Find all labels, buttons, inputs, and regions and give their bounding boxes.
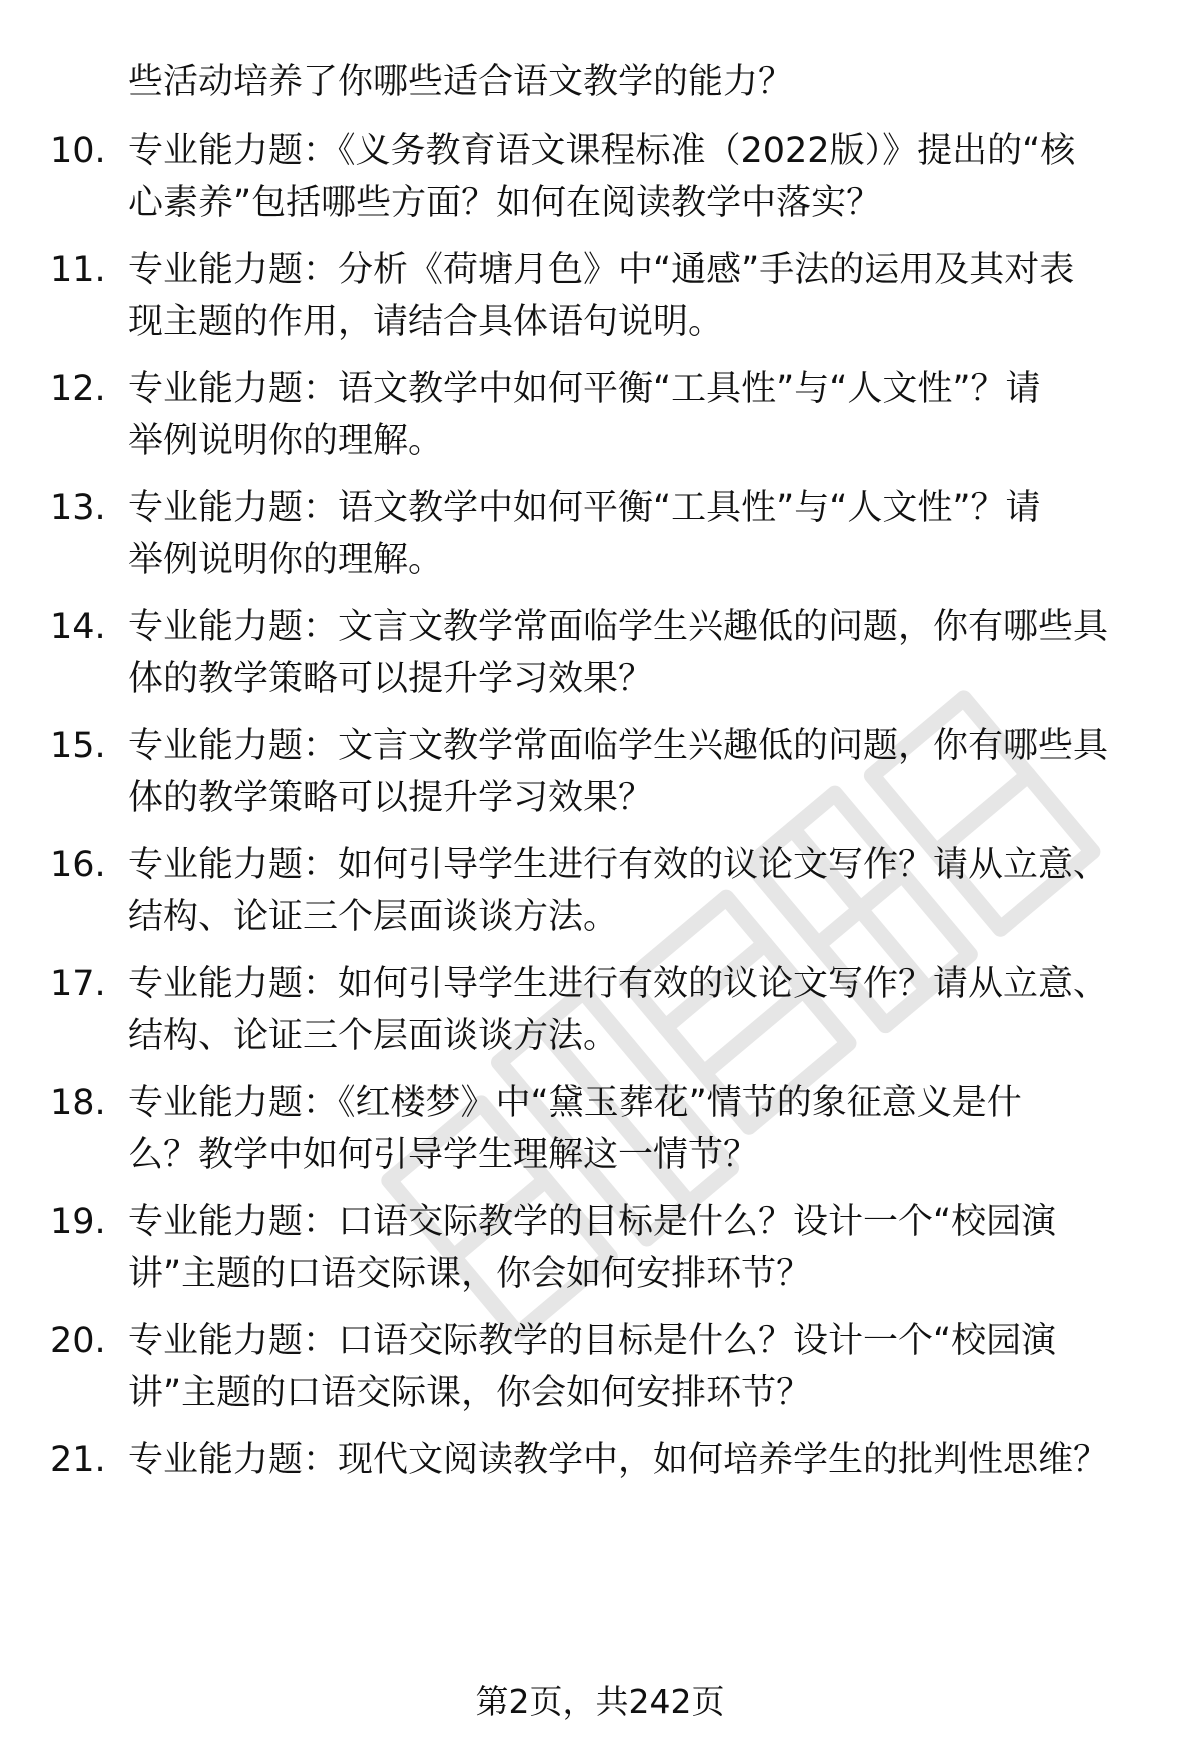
question-text-line: 心素养”包括哪些方面？如何在阅读教学中落实？ <box>128 183 882 223</box>
question-number: 19. <box>50 1202 106 1242</box>
question-text <box>128 1077 1148 1181</box>
question-text <box>128 1434 1148 1486</box>
question-text-line: 体的教学策略可以提升学习效果？ <box>128 659 654 699</box>
question-number: 20. <box>50 1321 106 1361</box>
question-text <box>128 482 1148 586</box>
question-text <box>128 244 1148 348</box>
question-number: 12. <box>50 369 106 409</box>
question-number: 13. <box>50 488 106 528</box>
question-text-line: 专业能力题：如何引导学生进行有效的议论文写作？请从立意、 <box>128 845 1109 885</box>
question-text-line: 举例说明你的理解。 <box>128 421 444 461</box>
question-number: 14. <box>50 607 106 647</box>
question-number: 21. <box>50 1440 106 1480</box>
question-text-line: 专业能力题：口语交际教学的目标是什么？设计一个“校园演 <box>128 1321 1057 1361</box>
question-number: 10. <box>50 131 106 171</box>
question-text-line: 专业能力题：现代文阅读教学中，如何培养学生的批判性思维？ <box>128 1440 1109 1480</box>
question-text-line: 现主题的作用，请结合具体语句说明。 <box>128 302 724 342</box>
question-text <box>128 601 1148 705</box>
question-text <box>128 839 1148 943</box>
question-text-line: 么？教学中如何引导学生理解这一情节？ <box>128 1135 759 1175</box>
question-text-line: 专业能力题：语文教学中如何平衡“工具性”与“人文性”？请 <box>128 488 1041 528</box>
question-number: 15. <box>50 726 106 766</box>
question-text <box>128 958 1148 1062</box>
question-text-line: 专业能力题：《义务教育语文课程标准（2022版）》提出的“核 <box>128 131 1076 171</box>
question-text-line: 结构、论证三个层面谈谈方法。 <box>128 897 619 937</box>
question-number: 11. <box>50 250 106 290</box>
question-text <box>128 1196 1148 1300</box>
question-text-line: 讲”主题的口语交际课，你会如何安排环节？ <box>128 1373 812 1413</box>
question-text <box>128 1315 1148 1419</box>
intro-continuation-text: 些活动培养了你哪些适合语文教学的能力？ <box>128 62 794 102</box>
question-number: 17. <box>50 964 106 1004</box>
question-text-line: 专业能力题：口语交际教学的目标是什么？设计一个“校园演 <box>128 1202 1057 1242</box>
page-footer: 第2页，共242页 <box>475 1682 725 1721</box>
question-text-line: 专业能力题：文言文教学常面临学生兴趣低的问题，你有哪些具 <box>128 726 1109 766</box>
question-text-line: 举例说明你的理解。 <box>128 540 444 580</box>
question-number: 16. <box>50 845 106 885</box>
question-text-line: 结构、论证三个层面谈谈方法。 <box>128 1016 619 1056</box>
question-text <box>128 363 1148 467</box>
question-text-line: 专业能力题：分析《荷塘月色》中“通感”手法的运用及其对表 <box>128 250 1075 290</box>
question-number: 18. <box>50 1083 106 1123</box>
question-text-line: 讲”主题的口语交际课，你会如何安排环节？ <box>128 1254 812 1294</box>
question-text-line: 体的教学策略可以提升学习效果？ <box>128 778 654 818</box>
question-text-line: 专业能力题：文言文教学常面临学生兴趣低的问题，你有哪些具 <box>128 607 1109 647</box>
question-text-line: 专业能力题：《红楼梦》中“黛玉葬花”情节的象征意义是什 <box>128 1083 1022 1123</box>
question-text <box>128 720 1148 824</box>
question-text-line: 专业能力题：语文教学中如何平衡“工具性”与“人文性”？请 <box>128 369 1041 409</box>
question-text-line: 专业能力题：如何引导学生进行有效的议论文写作？请从立意、 <box>128 964 1109 1004</box>
question-text <box>128 125 1148 229</box>
